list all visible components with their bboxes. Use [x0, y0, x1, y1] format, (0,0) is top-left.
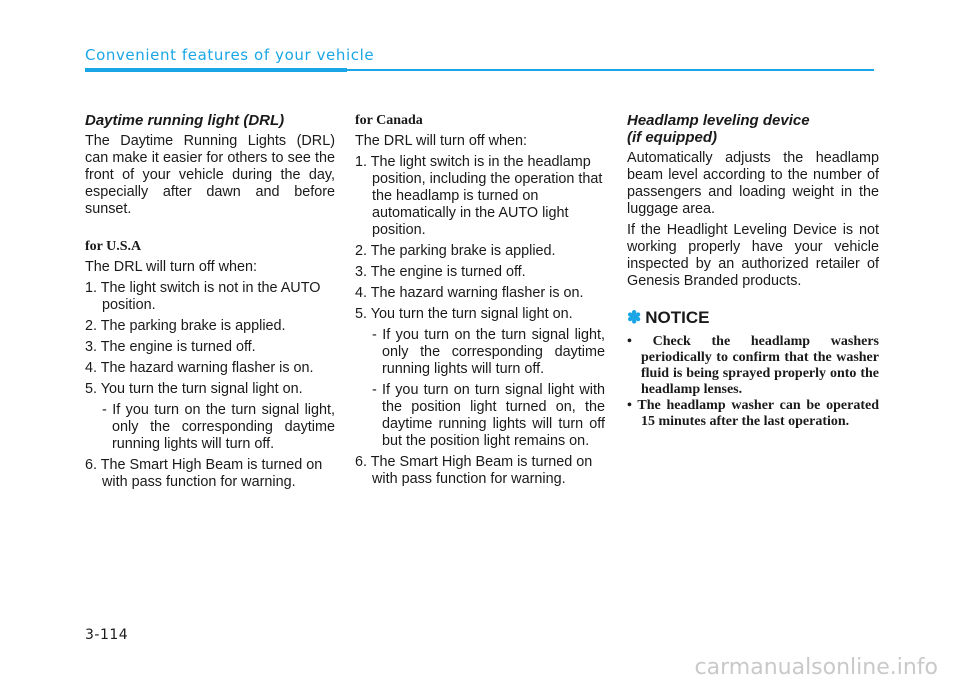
list-item: 4. The hazard warning flasher is on.	[355, 285, 584, 301]
usa-heading: for U.S.A	[85, 239, 142, 254]
page-number: 3-114	[85, 627, 129, 643]
notice-item: • Check the headlamp washers periodically to confirm that the washer fluid is being sprayed properly onto the headlamp lenses.	[627, 334, 879, 397]
column-middle	[355, 112, 605, 492]
list-item: 5. You turn the turn signal light on.	[85, 381, 303, 397]
list-item: 3. The engine is turned off.	[355, 264, 526, 280]
list-item: 5. You turn the turn signal light on.	[355, 306, 573, 322]
leveling-title	[627, 112, 879, 146]
leveling-para-1: Automatically adjusts the headlamp beam level according to the number of passengers and loading weight in the luggage area.	[627, 150, 879, 217]
leveling-title-line2: (if equipped)	[627, 129, 717, 146]
notice-star-icon: ✽	[627, 308, 642, 327]
notice-heading	[627, 308, 879, 328]
section-header: Convenient features of your vehicle	[85, 46, 375, 64]
usa-section	[85, 238, 335, 491]
canada-list-end	[355, 454, 605, 488]
notice-item: • The headlamp washer can be operated 15 minutes after the last operation.	[627, 398, 879, 429]
watermark: carmanualsonline.info	[694, 655, 938, 680]
usa-lead: The DRL will turn off when:	[85, 259, 257, 275]
drl-title: Daytime running light (DRL)	[85, 112, 285, 129]
leveling-para-2: If the Headlight Leveling Device is not working properly have your vehicle inspected by an authorized retailer of Genesis Branded products.	[627, 222, 879, 289]
sub-list-item: - If you turn on turn signal light with the position light turned on, the daytime running lights will turn off but the position light remains on.	[372, 382, 605, 449]
sub-list-item: - If you turn on the turn signal light, only the corresponding daytime running lights will turn off.	[372, 327, 605, 377]
canada-lead: The DRL will turn off when:	[355, 133, 527, 149]
list-item: 2. The parking brake is applied.	[85, 318, 286, 334]
canada-heading: for Canada	[355, 113, 423, 128]
drl-intro: The Daytime Running Lights (DRL) can make it easier for others to see the front of your vehicle during the day, especially after dawn and before sunset.	[85, 133, 335, 217]
notice-list	[627, 334, 879, 430]
canada-list	[355, 154, 605, 323]
header-rule-thick	[85, 68, 347, 72]
canada-sub-list	[355, 327, 605, 450]
usa-list	[85, 280, 335, 398]
column-left	[85, 112, 335, 495]
notice-title: NOTICE	[645, 308, 710, 327]
list-item: 1. The light switch is not in the AUTO position.	[85, 280, 321, 313]
header-rule-thin	[347, 69, 874, 71]
list-item: 1. The light switch is in the headlamp position, including the operation that the headlamp is turned on automatically in the AUTO light position.	[355, 154, 603, 238]
column-right	[627, 112, 879, 430]
list-item: 4. The hazard warning flasher is on.	[85, 360, 314, 376]
list-item: 6. The Smart High Beam is turned on with pass function for warning.	[85, 457, 323, 490]
usa-sub-list	[85, 402, 335, 453]
list-item: 3. The engine is turned off.	[85, 339, 256, 355]
leveling-title-line1: Headlamp leveling device	[627, 112, 810, 129]
sub-list-item: - If you turn on the turn signal light, only the corresponding daytime running lights will turn off.	[102, 402, 335, 452]
usa-list-end	[85, 457, 335, 491]
list-item: 2. The parking brake is applied.	[355, 243, 556, 259]
list-item: 6. The Smart High Beam is turned on with pass function for warning.	[355, 454, 593, 487]
